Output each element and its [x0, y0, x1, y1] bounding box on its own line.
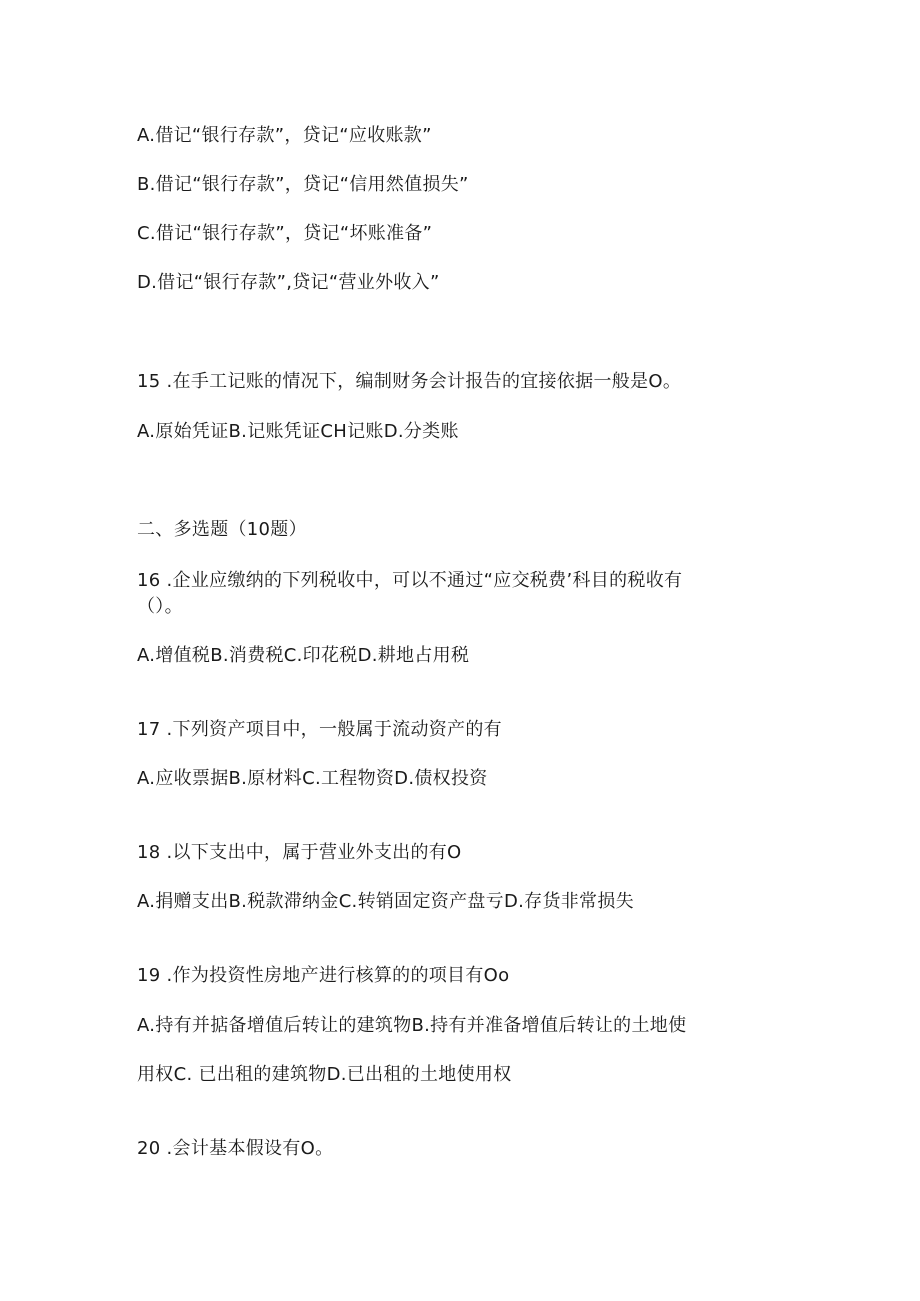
q17-question: 17 .下列资产项目中，一般属于流动资产的有: [137, 719, 502, 740]
q19-options-line1: A.持有并掂备增值后转让的建筑物B.持有并准备增值后转让的土地使: [137, 1015, 687, 1036]
q18-question: 18 .以下支出中，属于营业外支出的有O: [137, 842, 462, 863]
q18-options: A.捐赠支出B.税款滞纳金C.转销固定资产盘亏D.存货非常损失: [137, 891, 634, 912]
q15-question: 15 .在手工记账的情况下，编制财务会计报告的宜接依据一般是O。: [137, 371, 682, 392]
q17-options: A.应收票据B.原材料C.工程物资D.债权投资: [137, 768, 488, 789]
q16-question-line2: （）。: [137, 596, 183, 617]
q15-options: A.原始凭证B.记账凭证CH记账D.分类账: [137, 421, 459, 442]
q20-question: 20 .会计基本假设有O。: [137, 1138, 334, 1159]
q16-options: A.增值税B.消费税C.印花税D.耕地占用税: [137, 645, 470, 666]
q14-option-c: C.借记“银行存款”，贷记“坏账准备”: [137, 223, 433, 244]
q14-option-a: A.借记“银行存款”，贷记“应收账款”: [137, 125, 432, 146]
q19-options-line2: 用权C. 已出租的建筑物D.已出租的土地使用权: [137, 1064, 512, 1085]
q16-question-line1: 16 .企业应缴纳的下列税收中，可以不通过“应交税费’科目的税收有: [137, 570, 683, 591]
section-heading: 二、多选题（10题）: [137, 519, 307, 540]
q19-question: 19 .作为投资性房地产进行核算的的项目有Oo: [137, 965, 510, 986]
q14-option-d: D.借记“银行存款”,贷记“营业外收入”: [137, 272, 440, 293]
q14-option-b: B.借记“银行存款”，贷记“信用然值损失”: [137, 174, 469, 195]
